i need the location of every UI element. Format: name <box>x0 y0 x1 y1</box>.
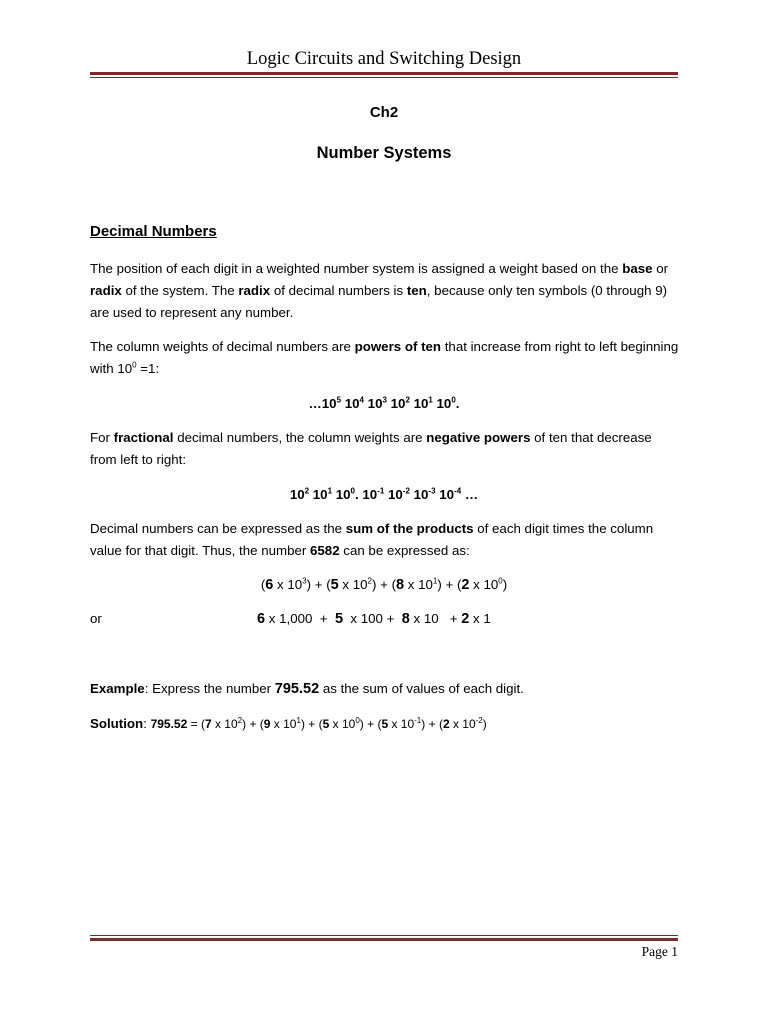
header-rule <box>90 72 678 78</box>
paragraph-sum-of-products: Decimal numbers can be expressed as the sum of the products of each digit times the column value for that digit. Thus, the number 6582 can be expressed as: <box>90 521 654 558</box>
document-header-title: Logic Circuits and Switching Design <box>246 49 522 69</box>
solution-statement: Solution: 795.52 = (7 x $10^2) + (9$ x $10^1) + (5$ x $10^0) + (5$ x $10^{-1}) + (2$ x $10^{-2}$) <box>90 716 487 731</box>
example-statement: Example: Express the number 795.52 as the sum of values of each digit. <box>90 681 524 697</box>
chapter-number: Ch2 <box>369 104 399 121</box>
or-label: or <box>90 611 102 626</box>
expansion-powers-expression: (6 x $10^3) + (5$ x $10^2) + (8$ x $10^1) + (2$ x $10^0$) <box>260 576 508 593</box>
paragraph-column-weights: The column weights of decimal numbers are powers of ten that increase from right to left beginning with $10^0 =1$: <box>90 339 679 376</box>
expansion-values-expression: 6 x 1,000 + 5 x 100 + 8 x 10 + 2 x 1 <box>257 611 491 627</box>
section-heading: Decimal Numbers <box>90 223 217 240</box>
expansion-values-row <box>90 611 680 631</box>
page-number: Page 1 <box>641 944 678 959</box>
paragraph-radix: The position of each digit in a weighted number system is assigned a weight based on the base or radix of the system. The radix of decimal numbers is ten, because only ten symbols (0 through 9) are used to represent any number. <box>90 261 669 320</box>
chapter-title: Number Systems <box>316 144 452 162</box>
fractional-powers-line: $10^2$ $10^1$ $10^0$. $10^{-1}$ $10^{-2}$ $10^{-3}$ $10^{-4}$ … <box>289 486 479 502</box>
footer-rule <box>90 935 678 941</box>
positive-powers-line: $\dots 10^5$ $10^4$ $10^3$ $10^2$ $10^1$ $10^0$. <box>308 395 460 411</box>
paragraph-fractional: For fractional decimal numbers, the column weights are negative powers of ten that decrease from left to right: <box>90 430 652 467</box>
